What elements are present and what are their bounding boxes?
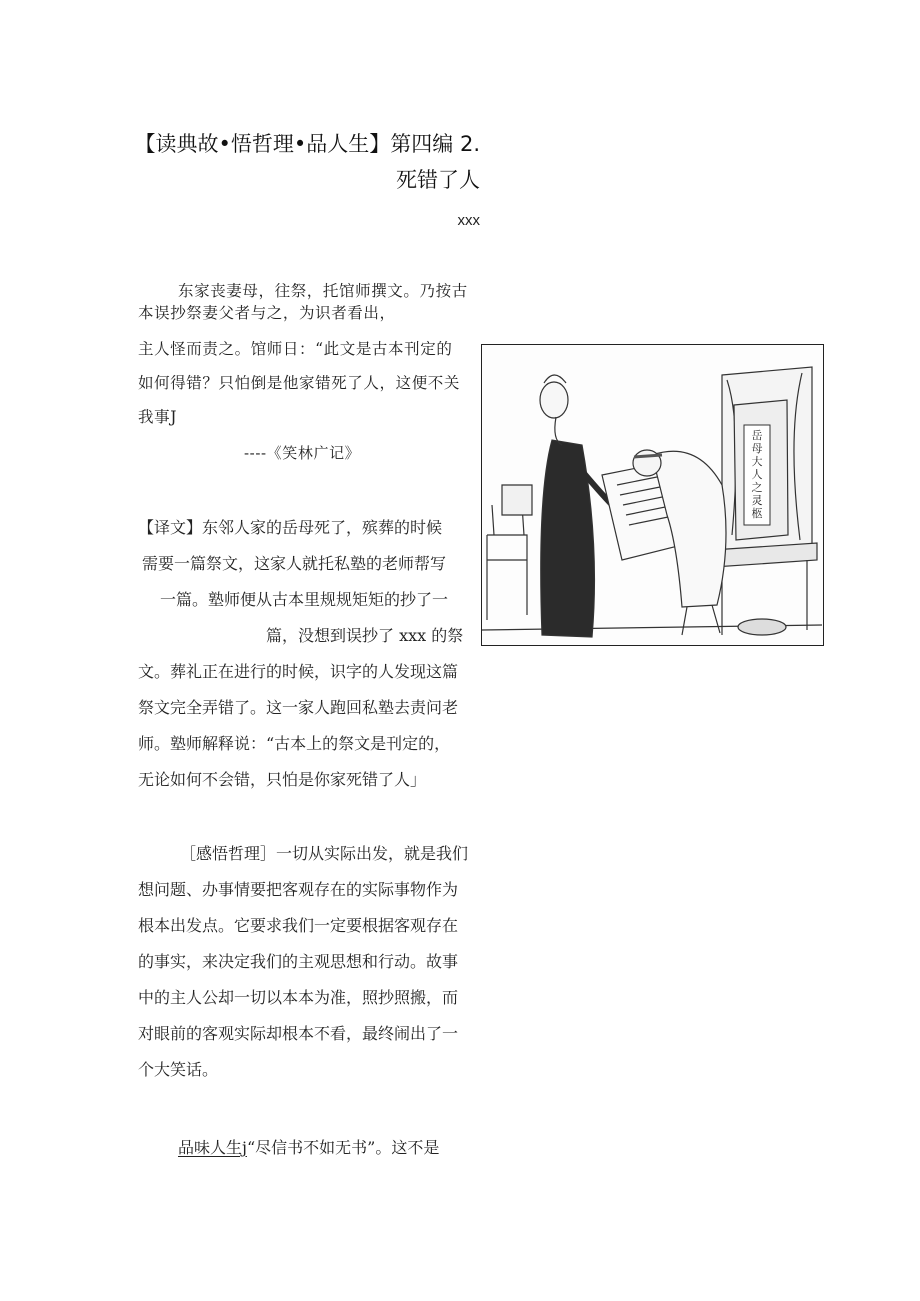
translation-line-3: 一篇。塾师便从古本里规规矩矩的抄了一 (160, 590, 449, 609)
translation-line-1: 【译文】东邻人家的岳母死了，殡葬的时候 (138, 518, 443, 537)
cartoon-drawing (482, 345, 822, 644)
banner-text: 岳母大人之灵柩 (751, 429, 763, 520)
life-label: 品味人生j (178, 1138, 247, 1157)
original-line-3: 主人怪而责之。馆师日：“此文是古本刊定的 (138, 340, 453, 358)
life-text: “尽信书不如无书”。这不是 (246, 1138, 440, 1157)
translation-line-4: 篇，没想到误抄了 xxx 的祭 (266, 626, 464, 645)
original-source: ----《笑林广记》 (244, 444, 361, 462)
life-line (178, 1140, 439, 1156)
author: xxx (457, 212, 480, 229)
insight-line-7: 个大笑话。 (138, 1060, 219, 1079)
insight-line-1: ［感悟哲理］一切从实际出发，就是我们 (180, 844, 469, 863)
translation-line-6: 祭文完全弄错了。这一家人跑回私塾去责问老 (138, 698, 459, 717)
translation-line-8: 无论如何不会错，只怕是你家死错了人」 (138, 770, 427, 789)
insight-line-6: 对眼前的客观实际却根本不看，最终闹出了一 (138, 1024, 459, 1043)
cartoon-illustration (481, 344, 824, 646)
page-title-line2: 死错了人 (396, 168, 480, 192)
original-line-2: 本误抄祭妻父者与之，为识者看出， (138, 304, 396, 322)
insight-line-4: 的事实，来决定我们的主观思想和行动。故事 (138, 952, 459, 971)
translation-line-5: 文。葬礼正在进行的时候，识字的人发现这篇 (138, 662, 459, 681)
page-title: 【读典故•悟哲理•品人生】第四编 2. (134, 132, 480, 156)
insight-line-2: 想问题、办事情要把客观存在的实际事物作为 (138, 880, 459, 899)
original-line-4: 如何得错？只怕倒是他家错死了人，这便不关 (138, 374, 461, 392)
insight-line-3: 根本出发点。它要求我们一定要根据客观存在 (138, 916, 459, 935)
original-line-5: 我事J (138, 408, 178, 426)
insight-line-5: 中的主人公却一切以本本为准，照抄照搬，而 (138, 988, 459, 1007)
translation-line-2: 需要一篇祭文，这家人就托私塾的老师帮写 (142, 554, 447, 573)
translation-line-7: 师。塾师解释说：“古本上的祭文是刊定的， (138, 734, 451, 753)
original-line-1: 东家丧妻母，往祭，托馆师撰文。乃按古 (178, 282, 468, 300)
